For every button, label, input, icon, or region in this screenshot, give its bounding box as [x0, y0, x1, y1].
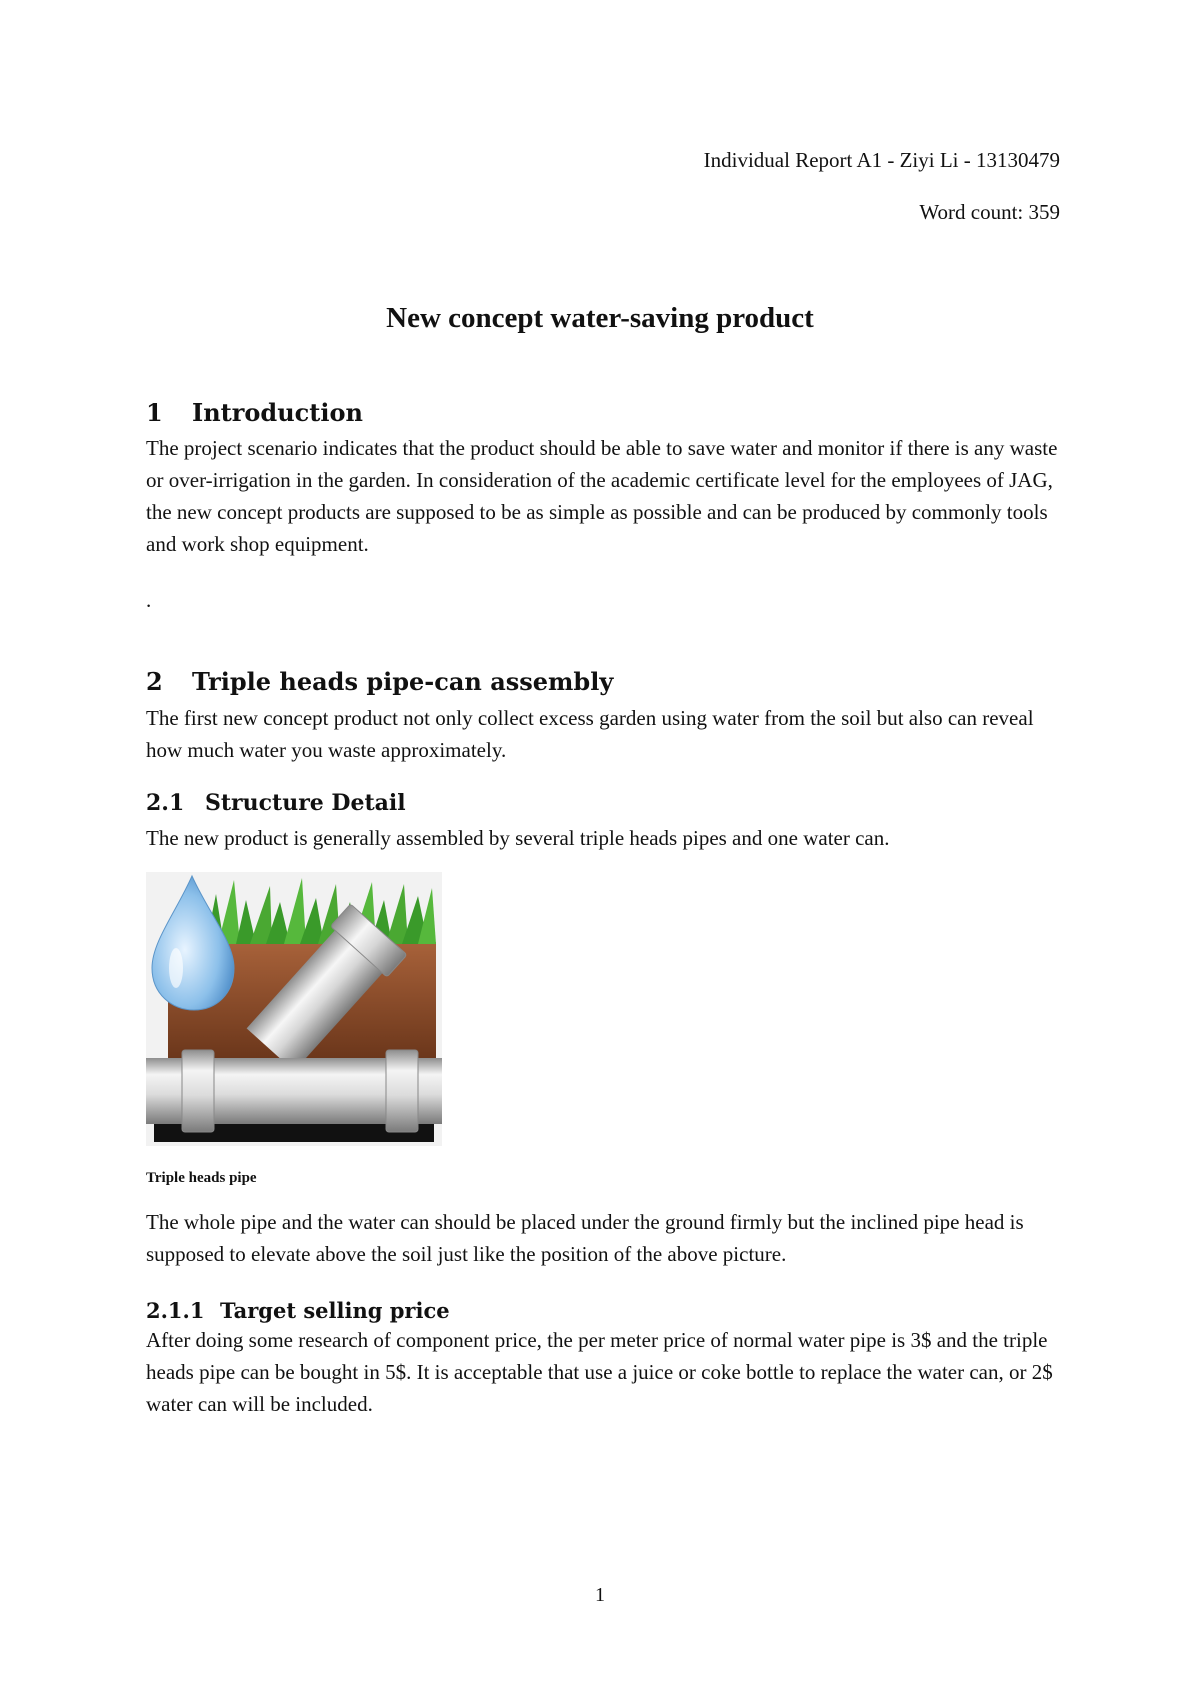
section-number: 2: [146, 667, 163, 696]
structure-paragraph: The new product is generally assembled by several triple heads pipes and one water can.: [146, 826, 890, 850]
section-number: 2.1.1: [146, 1298, 205, 1323]
heading-introduction: [146, 398, 363, 427]
section-title: Triple heads pipe-can assembly: [192, 667, 614, 696]
document-title: New concept water-saving product: [386, 302, 814, 334]
figure-caption: Triple heads pipe: [146, 1170, 257, 1186]
introduction-paragraph: The project scenario indicates that the product should be able to save water and monitor if there is any waste or over-irrigation in the garden. In consideration of the academic certificate level for the employees of JAG, the new concept products are supposed to be as simple as possible and can be produced by commonly tools and work shop equipment.: [146, 436, 1058, 556]
report-header: Individual Report A1 - Ziyi Li - 13130479: [703, 148, 1060, 172]
section-number: 2.1: [146, 790, 185, 816]
page-number: 1: [595, 1584, 605, 1606]
heading-target-selling-price: [146, 1298, 450, 1323]
stray-period: .: [146, 588, 152, 612]
price-paragraph: After doing some research of component price, the per meter price of normal water pipe is 3$ and the triple heads pipe can be bought in 5$. It is acceptable that use a juice or coke bottle to replace the water can, or 2$ water can will be included.: [146, 1328, 1053, 1416]
heading-structure-detail: [146, 790, 406, 816]
triple-pipe-figure: [146, 872, 442, 1146]
placement-paragraph: The whole pipe and the water can should be placed under the ground firmly but the inclined pipe head is supposed to elevate above the soil just like the position of the above picture.: [146, 1210, 1024, 1266]
word-count: Word count: 359: [919, 200, 1060, 224]
section-number: 1: [146, 398, 163, 427]
section-title: Target selling price: [220, 1298, 450, 1323]
heading-assembly: [146, 667, 613, 696]
section-title: Introduction: [192, 398, 363, 427]
section-title: Structure Detail: [205, 790, 406, 816]
assembly-paragraph: The first new concept product not only collect excess garden using water from the soil but also can reveal how much water you waste approximately.: [146, 706, 1034, 762]
